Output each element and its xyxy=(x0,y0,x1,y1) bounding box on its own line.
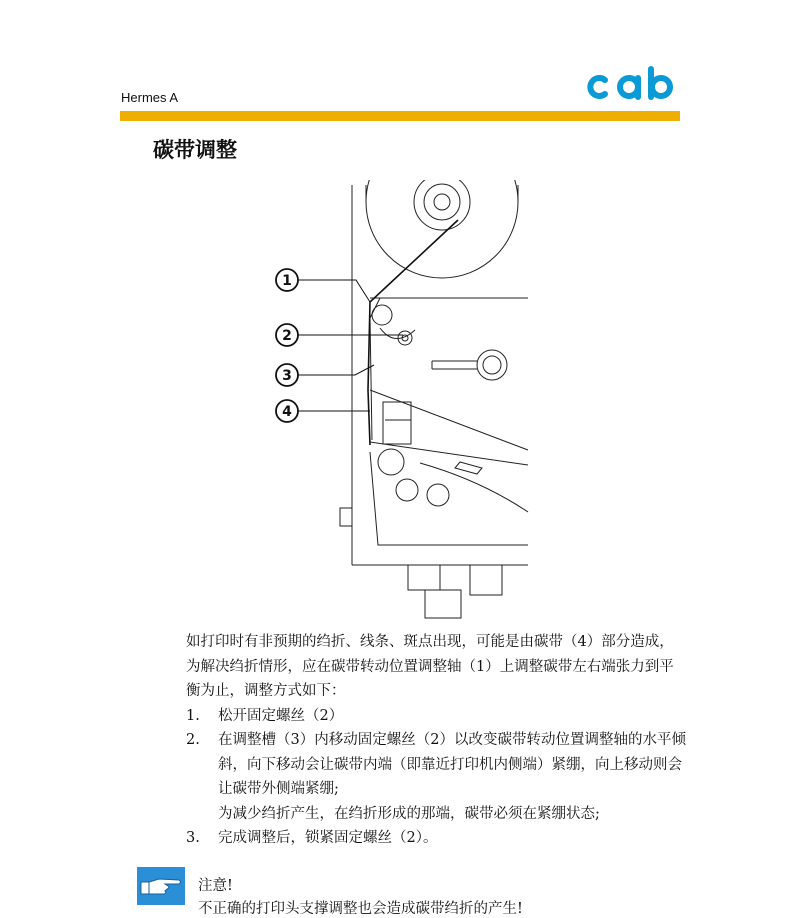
callout-3: 3 xyxy=(282,368,292,384)
step-subtext: 为减少绉折产生，在绉折形成的那端，碳带必须在紧绷状态; xyxy=(218,805,600,822)
body-text xyxy=(186,630,686,851)
step-text: 松开固定螺丝（2） xyxy=(218,707,344,724)
page-title: 碳带调整 xyxy=(153,138,237,162)
pointing-hand-icon xyxy=(137,867,185,905)
step-item xyxy=(186,704,686,729)
step-item xyxy=(186,826,686,851)
note-title: 注意! xyxy=(198,878,233,894)
steps-list xyxy=(186,704,686,851)
note-text: 不正确的打印头支撑调整也会造成碳带绉折的产生! xyxy=(198,901,523,917)
step-number: 2. xyxy=(186,732,200,748)
cab-logo xyxy=(583,66,679,104)
step-item xyxy=(186,728,686,826)
callout-2: 2 xyxy=(282,328,292,344)
step-text: 在调整槽（3）内移动固定螺丝（2）以改变碳带转动位置调整轴的水平倾斜，向下移动会让碳带内端（即靠近打印机内侧端）紧绷，向上移动则会让碳带外侧端紧绷; xyxy=(218,732,686,797)
ribbon-diagram xyxy=(270,180,532,622)
logo-text: cab xyxy=(583,66,585,67)
step-number: 3. xyxy=(186,830,200,846)
step-text: 完成调整后，锁紧固定螺丝（2）。 xyxy=(218,830,438,846)
step-number: 1. xyxy=(186,707,200,724)
callout-4: 4 xyxy=(282,404,292,420)
callout-1: 1 xyxy=(282,273,292,289)
header-bar xyxy=(120,111,680,121)
intro-paragraph: 如打印时有非预期的绉折、线条、斑点出现，可能是由碳带（4）部分造成，为解决绉折情形，应在碳带转动位置调整轴（1）上调整碳带左右端张力到平衡为止，调整方式如下： xyxy=(186,634,674,699)
header-product-name: Hermes A xyxy=(121,90,179,105)
